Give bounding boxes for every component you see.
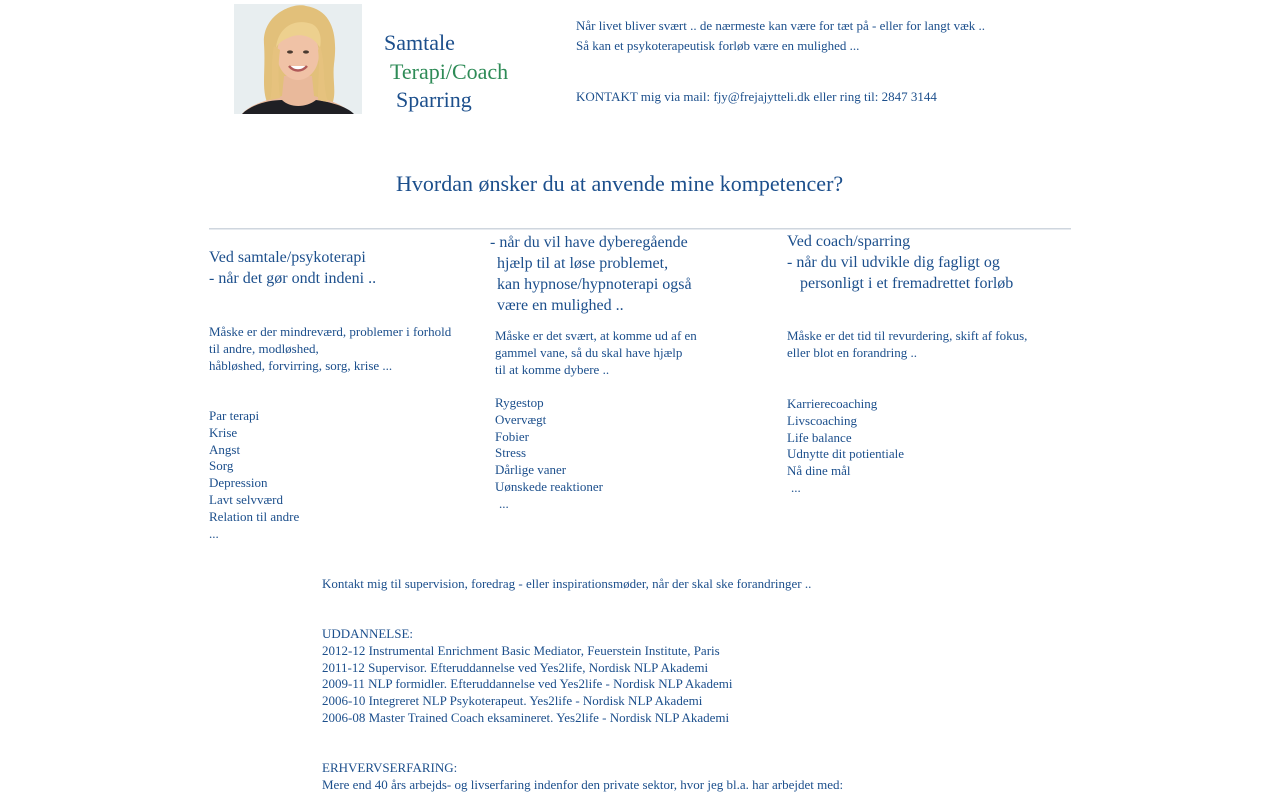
contact-info[interactable]: KONTAKT mig via mail: fjy@frejajytteli.dk eller ring til: 2847 3144 bbox=[576, 89, 937, 104]
list-item: Angst bbox=[209, 441, 241, 457]
column-coach-desc bbox=[787, 328, 1027, 362]
list-item: Karrierecoaching bbox=[787, 396, 878, 411]
column-hypnose-desc bbox=[495, 328, 697, 378]
column-coach-title bbox=[787, 231, 1013, 294]
education-line: 2012-12 Instrumental Enrichment Basic Mediator, Feuerstein Institute, Paris bbox=[322, 642, 720, 658]
list-item: Lavt selvværd bbox=[209, 491, 284, 507]
list-item: Udnytte dit potientiale bbox=[787, 446, 904, 462]
title-terapi-coach: Terapi/Coach bbox=[390, 59, 509, 84]
education-line: 2006-10 Integreret NLP Psykoterapeut. Yes2life - Nordisk NLP Akademi bbox=[322, 693, 703, 709]
desc-line: Måske er det svært, at komme ud af en bbox=[495, 328, 697, 343]
desc-line: håbløshed, forvirring, sorg, krise ... bbox=[209, 357, 393, 373]
desc-line: Måske er der mindreværd, problemer i forhold bbox=[209, 324, 452, 339]
page-heading: Hvordan ønsker du at anvende mine kompetencer? bbox=[396, 171, 844, 196]
education-heading: UDDANNELSE: bbox=[322, 626, 413, 641]
list-item: Overvægt bbox=[495, 411, 547, 427]
desc-line: eller blot en forandring .. bbox=[787, 344, 917, 360]
column-title-line: kan hypnose/hypnoterapi også bbox=[497, 276, 692, 293]
list-item: Sorg bbox=[209, 458, 234, 474]
column-psykoterapi-list bbox=[209, 408, 299, 542]
column-title-line: hjælp til at løse problemet, bbox=[497, 255, 669, 272]
list-item: ... bbox=[209, 525, 219, 541]
list-item: Stress bbox=[495, 445, 527, 461]
column-title-line: - når det gør ondt indeni .. bbox=[209, 270, 377, 287]
column-title-line: personligt i et fremadrettet forløb bbox=[800, 275, 1014, 292]
list-item: Life balance bbox=[787, 429, 852, 445]
column-hypnose-title bbox=[490, 232, 692, 316]
section-divider bbox=[209, 228, 1071, 230]
list-item: Dårlige vaner bbox=[495, 462, 567, 478]
profile-photo bbox=[234, 4, 362, 114]
experience-section bbox=[322, 760, 843, 794]
supervision-text: Kontakt mig til supervision, foredrag - eller inspirationsmøder, når der skal ske forandringer .. bbox=[322, 576, 812, 591]
list-item: Uønskede reaktioner bbox=[495, 478, 603, 494]
education-line: 2011-12 Supervisor. Efteruddannelse ved Yes2life, Nordisk NLP Akademi bbox=[322, 659, 709, 675]
list-item: Fobier bbox=[495, 428, 529, 444]
list-item: Krise bbox=[209, 424, 238, 440]
title-sparring: Sparring bbox=[396, 87, 472, 112]
education-line: 2006-08 Master Trained Coach eksamineret. Yes2life - Nordisk NLP Akademi bbox=[322, 709, 730, 725]
list-item: Depression bbox=[209, 475, 268, 491]
experience-line: Mere end 40 års arbejds- og livserfaring indenfor den private sektor, hvor jeg bl.a. har arbejdet med: bbox=[322, 776, 844, 792]
list-item: Relation til andre bbox=[209, 508, 300, 524]
education-section bbox=[322, 626, 733, 727]
list-item: ... bbox=[499, 495, 509, 511]
list-item: Par terapi bbox=[209, 408, 260, 423]
experience-heading: ERHVERVSERFARING: bbox=[322, 760, 458, 775]
desc-line: til at komme dybere .. bbox=[495, 361, 610, 377]
column-title-line: Ved coach/sparring bbox=[787, 233, 911, 250]
intro-line-1: Når livet bliver svært .. de nærmeste kan være for tæt på - eller for langt væk .. bbox=[576, 18, 986, 33]
column-coach-list bbox=[787, 396, 904, 497]
desc-line: gammel vane, så du skal have hjælp bbox=[495, 344, 683, 360]
intro-line-2: Så kan et psykoterapeutisk forløb være en mulighed ... bbox=[576, 38, 860, 53]
list-item: Livscoaching bbox=[787, 412, 858, 428]
list-item: Nå dine mål bbox=[787, 463, 851, 479]
column-title-line: Ved samtale/psykoterapi bbox=[209, 249, 366, 266]
education-line: 2009-11 NLP formidler. Efteruddannelse ved Yes2life - Nordisk NLP Akademi bbox=[322, 676, 733, 692]
title-samtale: Samtale bbox=[384, 30, 455, 55]
list-item: ... bbox=[791, 479, 801, 495]
column-title-line: være en mulighed .. bbox=[497, 297, 624, 314]
portrait-image bbox=[234, 4, 362, 114]
column-title-line: - når du vil udvikle dig fagligt og bbox=[787, 254, 1000, 271]
column-title-line: - når du vil have dyberegående bbox=[490, 234, 688, 251]
column-hypnose-list bbox=[495, 395, 603, 513]
column-psykoterapi-desc bbox=[209, 324, 451, 374]
list-item: Rygestop bbox=[495, 395, 544, 410]
desc-line: til andre, modløshed, bbox=[209, 340, 319, 356]
desc-line: Måske er det tid til revurdering, skift af fokus, bbox=[787, 328, 1028, 343]
column-psykoterapi-title bbox=[209, 247, 376, 289]
